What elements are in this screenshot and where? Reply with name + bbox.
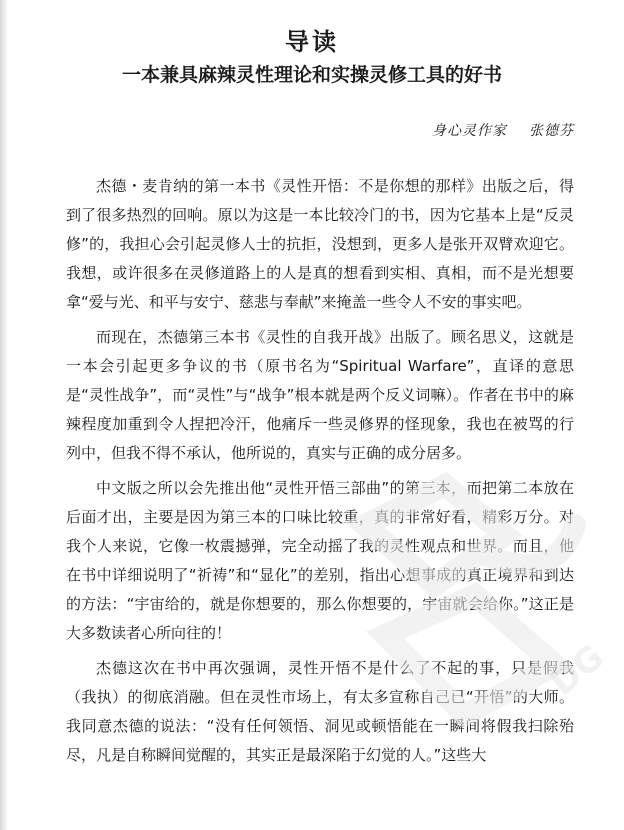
page-edge-shadow [0,0,8,830]
watermark-letters: DG [543,637,612,704]
author-byline [432,120,574,140]
paragraph-2: 而现在，杰德第三本书《灵性的自我开战》出版了。顾名思义，这就是一本会引起更多争议的书（原书名为“Spiritual Warfare”，直译的意思是“灵性战争”，而“灵性”与“战争”根本就是两个反义词嘛）。作者在书中的麻辣程度加重到令人捏把冷汗，他痛斥一些灵修界的怪现象，我也在被骂的行列中，但我不得不承认，他所说的，真实与正确的成分居多。 [66,328,574,462]
page-title: 导读 [285,27,339,56]
page-subtitle: 一本兼具麻辣灵性理论和实操灵修工具的好书 [121,64,502,86]
paragraph-4: 杰德这次在书中再次强调，灵性开悟不是什么了不起的事，只是假我（我执）的彻底消融。但在灵性市场上，有太多宣称自己已“开悟”的大师。我同意杰德的说法：“没有任何领悟、洞见或顿悟能在一瞬间将假我扫除殆尽，凡是自称瞬间觉醒的，其实正是最深陷于幻觉的人。”这些大 [66,659,574,764]
author-name: 张德芬 [529,123,574,139]
article-body [66,172,574,776]
paragraph-3: 中文版之所以会先推出他“灵性开悟三部曲”的第三本，而把第二本放在后面才出，主要是因为第三本的口味比较重，真的非常好看，精彩万分。对我个人来说，它像一枚震撼弹，完全动摇了我的灵性观点和世界。而且，他在书中详细说明了“祈祷”和“显化”的差别，指出心想事成的真正境界和到达的方法：“宇宙给的，就是你想要的，那么你想要的，宇宙就会给你。”这正是大多数读者心所向往的！ [66,479,574,642]
author-role: 身心灵作家 [432,123,507,139]
paragraph-1: 杰德・麦肯纳的第一本书《灵性开悟：不是你想的那样》出版之后，得到了很多热烈的回响。原以为这是一本比较冷门的书，因为它基本上是“反灵修”的，我担心会引起灵修人士的抗拒，没想到，更多人是张开双臂欢迎它。我想，或许很多在灵修道路上的人是真的想看到实相、真相，而不是光想要拿“爱与光、和平与安宁、慈悲与奉献”来掩盖一些令人不安的事实吧。 [66,177,574,311]
